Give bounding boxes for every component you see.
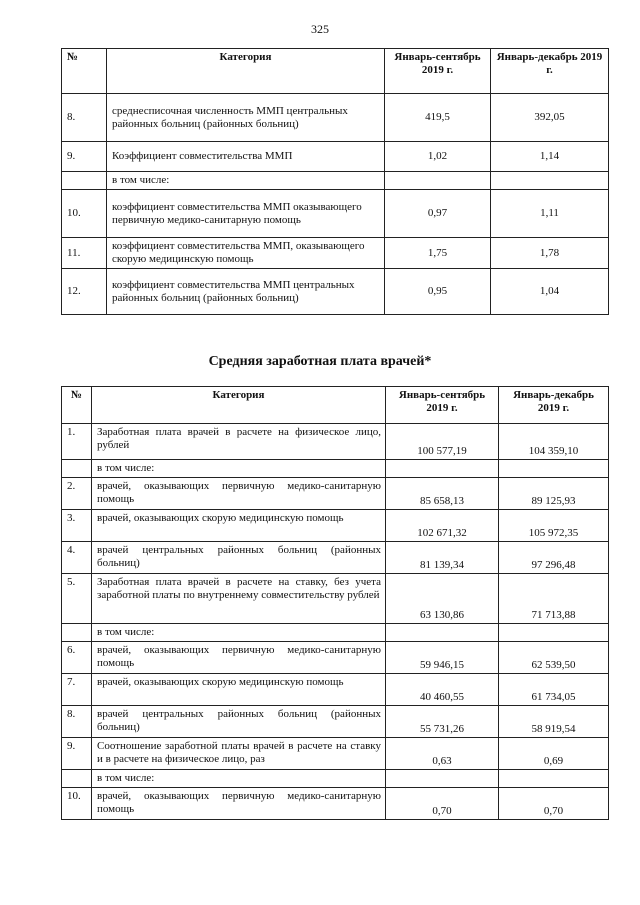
row-category: врачей центральных районных больниц (районных больниц) [92,706,386,738]
row-category: Заработная плата врачей в расчете на ставку, без учета заработной платы по внутреннему совместительству рублей [92,574,386,624]
row-number: 8. [62,94,107,142]
row-value-period1: 59 946,15 [386,642,499,674]
row-value-period1: 1,75 [385,238,491,269]
row-value-period1: 63 130,86 [386,574,499,624]
table-row [62,172,609,190]
row-number [62,624,92,642]
row-number [62,460,92,478]
row-number: 9. [62,142,107,172]
row-category: врачей, оказывающих первичную медико-санитарную помощь [92,788,386,820]
row-number: 8. [62,706,92,738]
staffing-coefficient-table [61,48,609,315]
row-value-period1: 55 731,26 [386,706,499,738]
row-value-period2: 1,78 [491,238,609,269]
row-value-period1: 102 671,32 [386,510,499,542]
row-category: в том числе: [92,460,386,478]
row-number: 9. [62,738,92,770]
column-header-category: Категория [92,387,386,424]
table-row [62,706,609,738]
row-number: 12. [62,269,107,315]
table-row [62,424,609,460]
column-header-period1: Январь-сентябрь 2019 г. [385,49,491,94]
table-row [62,788,609,820]
row-value-period2: 89 125,93 [499,478,609,510]
row-value-period2: 105 972,35 [499,510,609,542]
row-value-period1: 0,63 [386,738,499,770]
row-number: 7. [62,674,92,706]
row-number: 5. [62,574,92,624]
row-value-period1: 1,02 [385,142,491,172]
row-number [62,770,92,788]
row-category: среднесписочная численность ММП центральных районных больниц (районных больниц) [107,94,385,142]
table-row [62,574,609,624]
row-value-period2 [499,770,609,788]
table-row [62,142,609,172]
row-category: в том числе: [92,770,386,788]
row-value-period2 [499,624,609,642]
row-value-period1: 0,95 [385,269,491,315]
row-category: в том числе: [92,624,386,642]
row-value-period2: 0,69 [499,738,609,770]
table-row [62,94,609,142]
row-category: коэффициент совместительства ММП центральных районных больниц (районных больниц) [107,269,385,315]
row-value-period1: 85 658,13 [386,478,499,510]
row-value-period2: 104 359,10 [499,424,609,460]
table-row [62,674,609,706]
table-row [62,460,609,478]
row-category: врачей, оказывающих скорую медицинскую помощь [92,510,386,542]
table-header-row [62,49,609,94]
row-value-period2: 97 296,48 [499,542,609,574]
row-value-period1: 0,97 [385,190,491,238]
column-header-period1: Январь-сентябрь 2019 г. [386,387,499,424]
row-value-period2 [491,172,609,190]
table-row [62,738,609,770]
row-category: Заработная плата врачей в расчете на физическое лицо, рублей [92,424,386,460]
row-value-period2: 1,14 [491,142,609,172]
row-number: 2. [62,478,92,510]
row-number: 3. [62,510,92,542]
row-value-period2: 61 734,05 [499,674,609,706]
row-category: врачей, оказывающих первичную медико-санитарную помощь [92,478,386,510]
page-number: 325 [311,22,329,36]
table-row [62,478,609,510]
table-row [62,770,609,788]
row-value-period2 [499,460,609,478]
row-value-period1: 40 460,55 [386,674,499,706]
row-category: в том числе: [107,172,385,190]
row-value-period1 [386,770,499,788]
row-value-period1 [386,460,499,478]
row-value-period2: 0,70 [499,788,609,820]
table-row [62,238,609,269]
row-category: врачей, оказывающих скорую медицинскую помощь [92,674,386,706]
row-category: врачей, оказывающих первичную медико-санитарную помощь [92,642,386,674]
row-number [62,172,107,190]
row-category: коэффициент совместительства ММП, оказывающего скорую медицинскую помощь [107,238,385,269]
column-header-number: № [62,49,107,94]
row-value-period2: 71 713,88 [499,574,609,624]
row-number: 6. [62,642,92,674]
column-header-period2: Январь-декабрь 2019 г. [491,49,609,94]
row-value-period1 [385,172,491,190]
row-value-period1: 419,5 [385,94,491,142]
column-header-period2: Январь-декабрь 2019 г. [499,387,609,424]
row-number: 1. [62,424,92,460]
row-value-period1 [386,624,499,642]
row-category: Соотношение заработной платы врачей в расчете на ставку и в расчете на физическое лицо, раз [92,738,386,770]
table-row [62,542,609,574]
table-row [62,269,609,315]
column-header-number: № [62,387,92,424]
row-category: врачей центральных районных больниц (районных больниц) [92,542,386,574]
row-value-period1: 100 577,19 [386,424,499,460]
row-number: 10. [62,190,107,238]
row-category: коэффициент совместительства ММП оказывающего первичную медико-санитарную помощь [107,190,385,238]
row-value-period2: 62 539,50 [499,642,609,674]
row-value-period2: 58 919,54 [499,706,609,738]
table-row [62,190,609,238]
table-row [62,642,609,674]
row-number: 10. [62,788,92,820]
doctor-salary-table [61,386,609,820]
row-category: Коэффициент совместительства ММП [107,142,385,172]
row-number: 11. [62,238,107,269]
row-value-period2: 1,11 [491,190,609,238]
row-number: 4. [62,542,92,574]
column-header-category: Категория [107,49,385,94]
table-row [62,624,609,642]
section-title: Средняя заработная плата врачей* [208,354,432,369]
row-value-period1: 81 139,34 [386,542,499,574]
row-value-period2: 1,04 [491,269,609,315]
row-value-period1: 0,70 [386,788,499,820]
table-row [62,510,609,542]
table-header-row [62,387,609,424]
row-value-period2: 392,05 [491,94,609,142]
